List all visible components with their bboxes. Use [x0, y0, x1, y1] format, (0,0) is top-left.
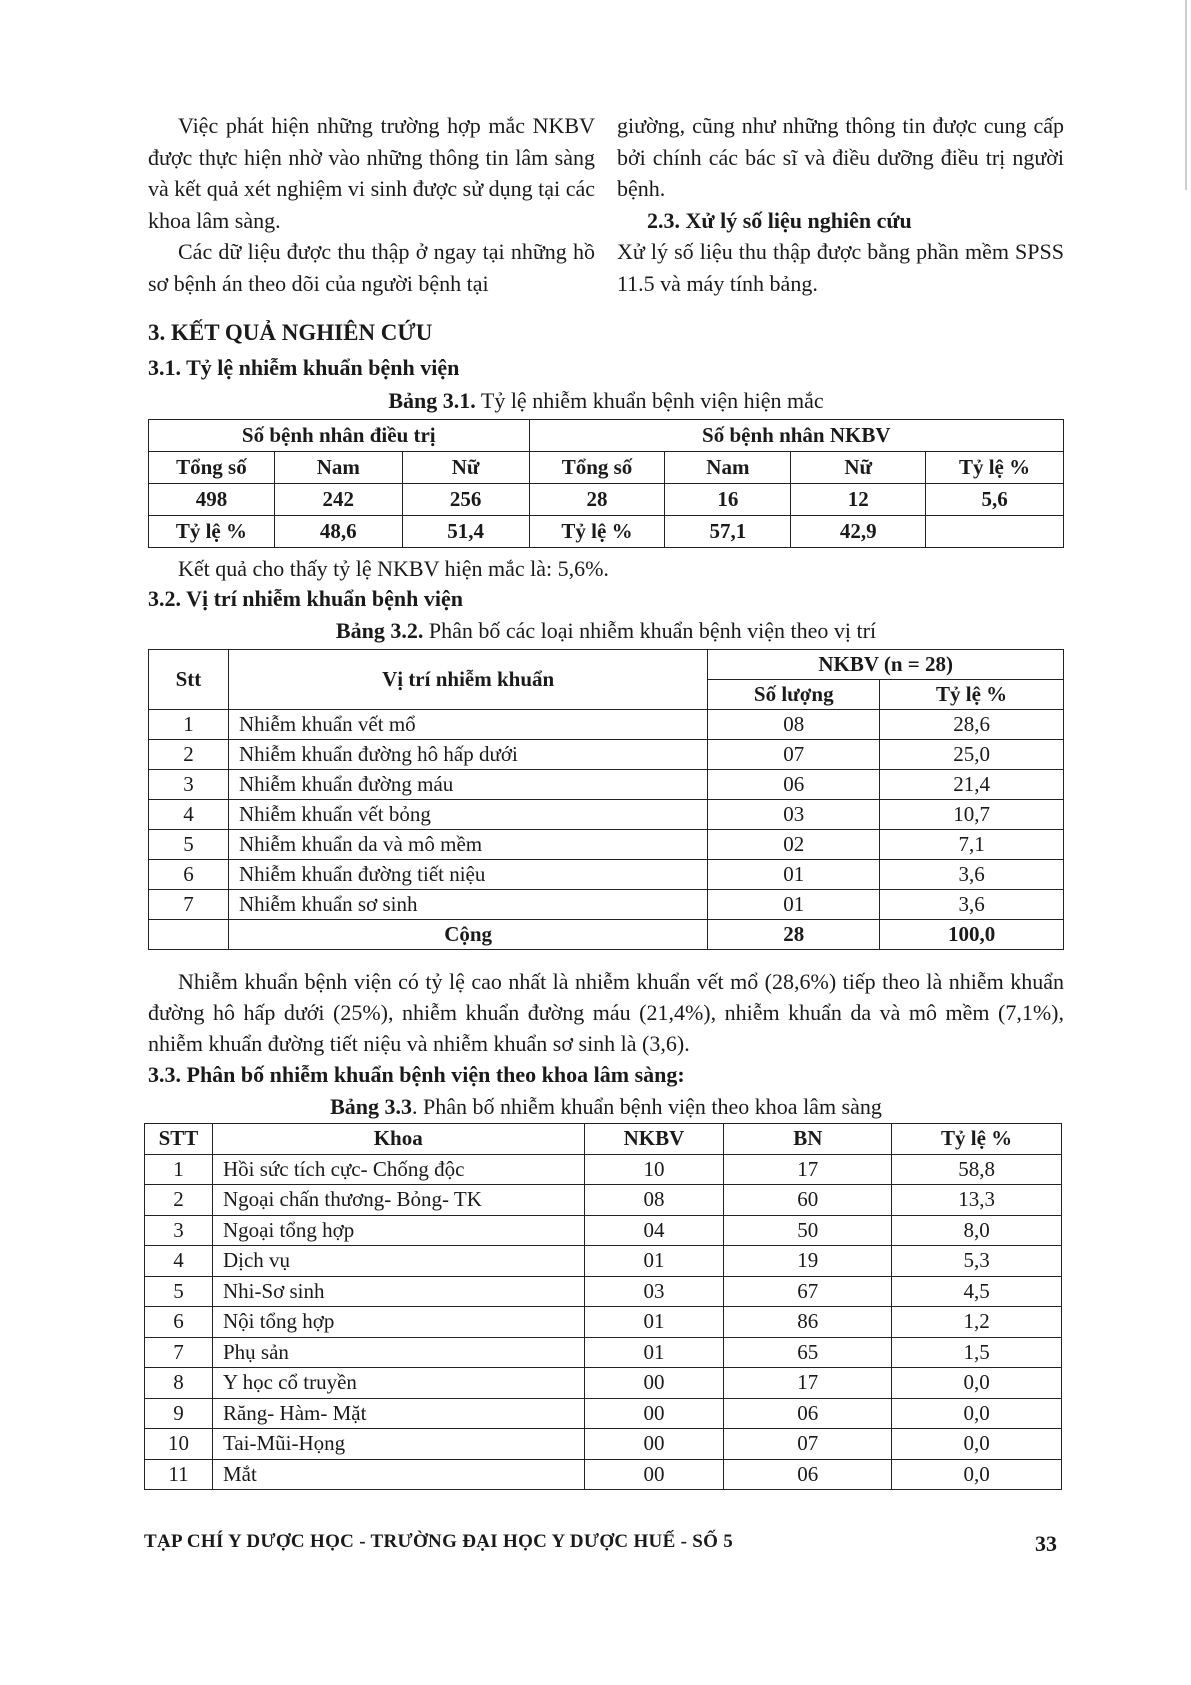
table-cell: 25,0 [880, 740, 1064, 770]
table-row [149, 770, 1064, 800]
table2-header-count: Số lượng [708, 680, 880, 710]
table-cell: 58,8 [892, 1154, 1062, 1185]
table-cell: 3 [149, 770, 229, 800]
table-cell: 00 [584, 1429, 724, 1460]
table-cell: 8 [145, 1368, 213, 1399]
table-cell: 19 [724, 1246, 892, 1277]
table1-cell: 42,9 [791, 516, 926, 548]
table2-cell [149, 920, 229, 950]
section-title-3: 3. KẾT QUẢ NGHIÊN CỨU [148, 320, 433, 345]
table-cell: 02 [708, 830, 880, 860]
table-cell: 50 [724, 1215, 892, 1246]
table1-caption-text: Tỷ lệ nhiễm khuẩn bệnh viện hiện mắc [475, 388, 824, 413]
table-cell: 1,5 [892, 1337, 1062, 1368]
table-row [145, 1429, 1062, 1460]
table-cell: 10 [584, 1154, 724, 1185]
table1-header: Nam [274, 452, 402, 484]
left-paragraph-2: Các dữ liệu được thu thập ở ngay tại những hồ sơ bệnh án theo dõi của người bệnh tại [148, 239, 595, 296]
table1-group-treated: Số bệnh nhân điều trị [149, 420, 530, 452]
table-row [145, 1337, 1062, 1368]
table1-cell: 48,6 [274, 516, 402, 548]
table1-header: Nữ [402, 452, 529, 484]
table-row [145, 1459, 1062, 1490]
table-cell: 06 [724, 1398, 892, 1429]
table-cell: 67 [724, 1276, 892, 1307]
table1-header-row [149, 452, 1064, 484]
table3-header: STT [145, 1124, 213, 1155]
table1-cell: 57,1 [665, 516, 791, 548]
table-row [149, 890, 1064, 920]
table2-caption-text: Phân bố các loại nhiễm khuẩn bệnh viện theo vị trí [423, 618, 877, 643]
table1-header: Nữ [791, 452, 926, 484]
table-row [145, 1398, 1062, 1429]
table1-header: Tỷ lệ % [926, 452, 1064, 484]
right-paragraph-1: giường, cũng như những thông tin được cung cấp bởi chính các bác sĩ và điều dưỡng điều trị người bệnh. [617, 113, 1064, 201]
table1-header: Tổng số [529, 452, 665, 484]
table-cell: Nhiễm khuẩn vết mổ [228, 710, 707, 740]
table1-header: Tổng số [149, 452, 275, 484]
scan-edge-line [1185, 0, 1187, 190]
table-cell: 28,6 [880, 710, 1064, 740]
table2-caption [148, 618, 1064, 644]
table1-cell: Tỷ lệ % [149, 516, 275, 548]
table3-header-row [145, 1124, 1062, 1155]
table-row [145, 1215, 1062, 1246]
table1-header: Nam [665, 452, 791, 484]
table-row [145, 1154, 1062, 1185]
table-row [145, 1246, 1062, 1277]
table-cell: Nhiễm khuẩn vết bỏng [228, 800, 707, 830]
table-row [149, 710, 1064, 740]
table-row [149, 830, 1064, 860]
table-cell: Dịch vụ [212, 1246, 584, 1277]
table-cell: 5,3 [892, 1246, 1062, 1277]
table-cell: Tai-Mũi-Họng [212, 1429, 584, 1460]
table-cell: 4,5 [892, 1276, 1062, 1307]
table2-header-stt: Stt [149, 650, 229, 710]
table1-group-nkbv: Số bệnh nhân NKBV [529, 420, 1063, 452]
table-row [149, 484, 1064, 516]
table1-cell: 5,6 [926, 484, 1064, 516]
table3-header: NKBV [584, 1124, 724, 1155]
table-cell: 11 [145, 1459, 213, 1490]
table-cell: 07 [724, 1429, 892, 1460]
result-text-2: Nhiễm khuẩn bệnh viện có tỷ lệ cao nhất là nhiễm khuẩn vết mổ (28,6%) tiếp theo là nhiễm khuẩn đường hô hấp dưới (25%), nhiễm khuẩn đường máu (21,4%), nhiễm khuẩn da và mô mềm (7,1%), nhiễm khuẩn đường tiết niệu và nhiễm khuẩn sơ sinh là (3,6). [148, 969, 1064, 1056]
table-cell: 65 [724, 1337, 892, 1368]
table2-total-percent: 100,0 [880, 920, 1064, 950]
right-paragraph-2: Xử lý số liệu thu thập được bằng phần mềm SPSS 11.5 và máy tính bảng. [617, 239, 1064, 296]
table-cell: 5 [149, 830, 229, 860]
section-heading-3-2: 3.2. Vị trí nhiễm khuẩn bệnh viện [148, 586, 464, 611]
table-cell: Nhiễm khuẩn đường hô hấp dưới [228, 740, 707, 770]
table-cell: Nhiễm khuẩn đường máu [228, 770, 707, 800]
table-cell: Nhiễm khuẩn sơ sinh [228, 890, 707, 920]
table-cell: 17 [724, 1154, 892, 1185]
table-cell: 86 [724, 1307, 892, 1338]
table-cell: 1 [149, 710, 229, 740]
table-cell: 9 [145, 1398, 213, 1429]
table-cell: Nhiễm khuẩn da và mô mềm [228, 830, 707, 860]
table-cell: 3,6 [880, 860, 1064, 890]
table-cell: 03 [708, 800, 880, 830]
table-cell: 06 [708, 770, 880, 800]
table3-caption [148, 1094, 1064, 1120]
table-cell: Y học cổ truyền [212, 1368, 584, 1399]
table1-cell: 242 [274, 484, 402, 516]
table-cell: 7 [145, 1337, 213, 1368]
table-cell: 08 [708, 710, 880, 740]
table-cell: 04 [584, 1215, 724, 1246]
table-cell: Nội tổng hợp [212, 1307, 584, 1338]
table2-header-group: NKBV (n = 28) [708, 650, 1064, 680]
section-heading-3-1: 3.1. Tỷ lệ nhiễm khuẩn bệnh viện [148, 355, 460, 380]
table3-body [145, 1154, 1062, 1490]
table-cell: 00 [584, 1368, 724, 1399]
table2-total-count: 28 [708, 920, 880, 950]
table-row [145, 1307, 1062, 1338]
table-cell: 01 [584, 1246, 724, 1277]
table-cell: 7 [149, 890, 229, 920]
table-cell: Ngoại chấn thương- Bỏng- TK [212, 1185, 584, 1216]
table-row [145, 1185, 1062, 1216]
table-cell: 6 [149, 860, 229, 890]
table-cell: 8,0 [892, 1215, 1062, 1246]
table-cell: 03 [584, 1276, 724, 1307]
table-cell: 4 [149, 800, 229, 830]
table-cell: Răng- Hàm- Mặt [212, 1398, 584, 1429]
table-cell: 1 [145, 1154, 213, 1185]
table1-caption-label: Bảng 3.1. [388, 388, 476, 413]
table-row [149, 740, 1064, 770]
table2-body [149, 710, 1064, 920]
table-row [149, 800, 1064, 830]
table-cell: 0,0 [892, 1429, 1062, 1460]
table2-header-percent: Tỷ lệ % [880, 680, 1064, 710]
table-cell: 4 [145, 1246, 213, 1277]
table-cell: 3,6 [880, 890, 1064, 920]
table-cell: 10,7 [880, 800, 1064, 830]
table-cell: 5 [145, 1276, 213, 1307]
table-cell: 01 [708, 860, 880, 890]
table-cell: 7,1 [880, 830, 1064, 860]
two-column-text [148, 110, 1064, 299]
section-heading-2-3: 2.3. Xử lý số liệu nghiên cứu [647, 207, 912, 233]
table3-header: Khoa [212, 1124, 584, 1155]
table-cell: 2 [145, 1185, 213, 1216]
table-cell: 0,0 [892, 1459, 1062, 1490]
table-cell: Nhiễm khuẩn đường tiết niệu [228, 860, 707, 890]
table-cell: 10 [145, 1429, 213, 1460]
table-cell: Mắt [212, 1459, 584, 1490]
left-paragraph-1: Việc phát hiện những trường hợp mắc NKBV được thực hiện nhờ vào những thông tin lâm sàng và kết quả xét nghiệm vi sinh được sử dụng tại các khoa lâm sàng. [148, 113, 595, 233]
table-cell: 07 [708, 740, 880, 770]
table-cell: 00 [584, 1398, 724, 1429]
table-row [149, 860, 1064, 890]
journal-footer: TẠP CHÍ Y DƯỢC HỌC - TRƯỜNG ĐẠI HỌC Y DƯỢC HUẾ - SỐ 5 [144, 1531, 734, 1552]
table-cell: 08 [584, 1185, 724, 1216]
table1-cell: 498 [149, 484, 275, 516]
table1-cell: 51,4 [402, 516, 529, 548]
table1-cell: 256 [402, 484, 529, 516]
table-row [145, 1368, 1062, 1399]
table1-cell: 16 [665, 484, 791, 516]
table-cell: 60 [724, 1185, 892, 1216]
table-cell: 00 [584, 1459, 724, 1490]
table-infection-rate [148, 419, 1064, 548]
table-cell: 3 [145, 1215, 213, 1246]
table-cell: 2 [149, 740, 229, 770]
table-row [149, 516, 1064, 548]
table2-header-site: Vị trí nhiễm khuẩn [228, 650, 707, 710]
table-row [145, 1276, 1062, 1307]
table1-caption [148, 388, 1064, 414]
table1-cell: 28 [529, 484, 665, 516]
table-cell: 17 [724, 1368, 892, 1399]
result-text-1: Kết quả cho thấy tỷ lệ NKBV hiện mắc là: 5,6%. [178, 556, 609, 581]
table-cell: 1,2 [892, 1307, 1062, 1338]
table-infection-site [148, 649, 1064, 950]
table-cell: Hồi sức tích cực- Chống độc [212, 1154, 584, 1185]
table2-total-label: Cộng [228, 920, 707, 950]
table-cell: Phụ sản [212, 1337, 584, 1368]
table1-cell: 12 [791, 484, 926, 516]
table3-header: BN [724, 1124, 892, 1155]
table3-caption-label: Bảng 3.3 [330, 1094, 413, 1119]
table-cell: 6 [145, 1307, 213, 1338]
table-cell: 01 [584, 1307, 724, 1338]
table-cell: 0,0 [892, 1398, 1062, 1429]
table-infection-by-department [144, 1123, 1062, 1490]
table-cell: 01 [708, 890, 880, 920]
table3-header: Tỷ lệ % [892, 1124, 1062, 1155]
table-cell: 0,0 [892, 1368, 1062, 1399]
table-cell: 21,4 [880, 770, 1064, 800]
page-number: 33 [1035, 1531, 1057, 1556]
table-cell: Ngoại tổng hợp [212, 1215, 584, 1246]
left-column [148, 110, 595, 299]
table-cell: Nhi-Sơ sinh [212, 1276, 584, 1307]
table-cell: 13,3 [892, 1185, 1062, 1216]
table2-caption-label: Bảng 3.2. [335, 618, 424, 643]
table2-total-row [149, 920, 1064, 950]
table-cell: 06 [724, 1459, 892, 1490]
table1-cell [926, 516, 1064, 548]
section-heading-3-3: 3.3. Phân bố nhiễm khuẩn bệnh viện theo khoa lâm sàng: [148, 1062, 685, 1087]
right-column [617, 110, 1064, 299]
table1-cell: Tỷ lệ % [529, 516, 665, 548]
table-cell: 01 [584, 1337, 724, 1368]
table3-caption-text: . Phân bố nhiễm khuẩn bệnh viện theo khoa lâm sàng [412, 1094, 882, 1119]
